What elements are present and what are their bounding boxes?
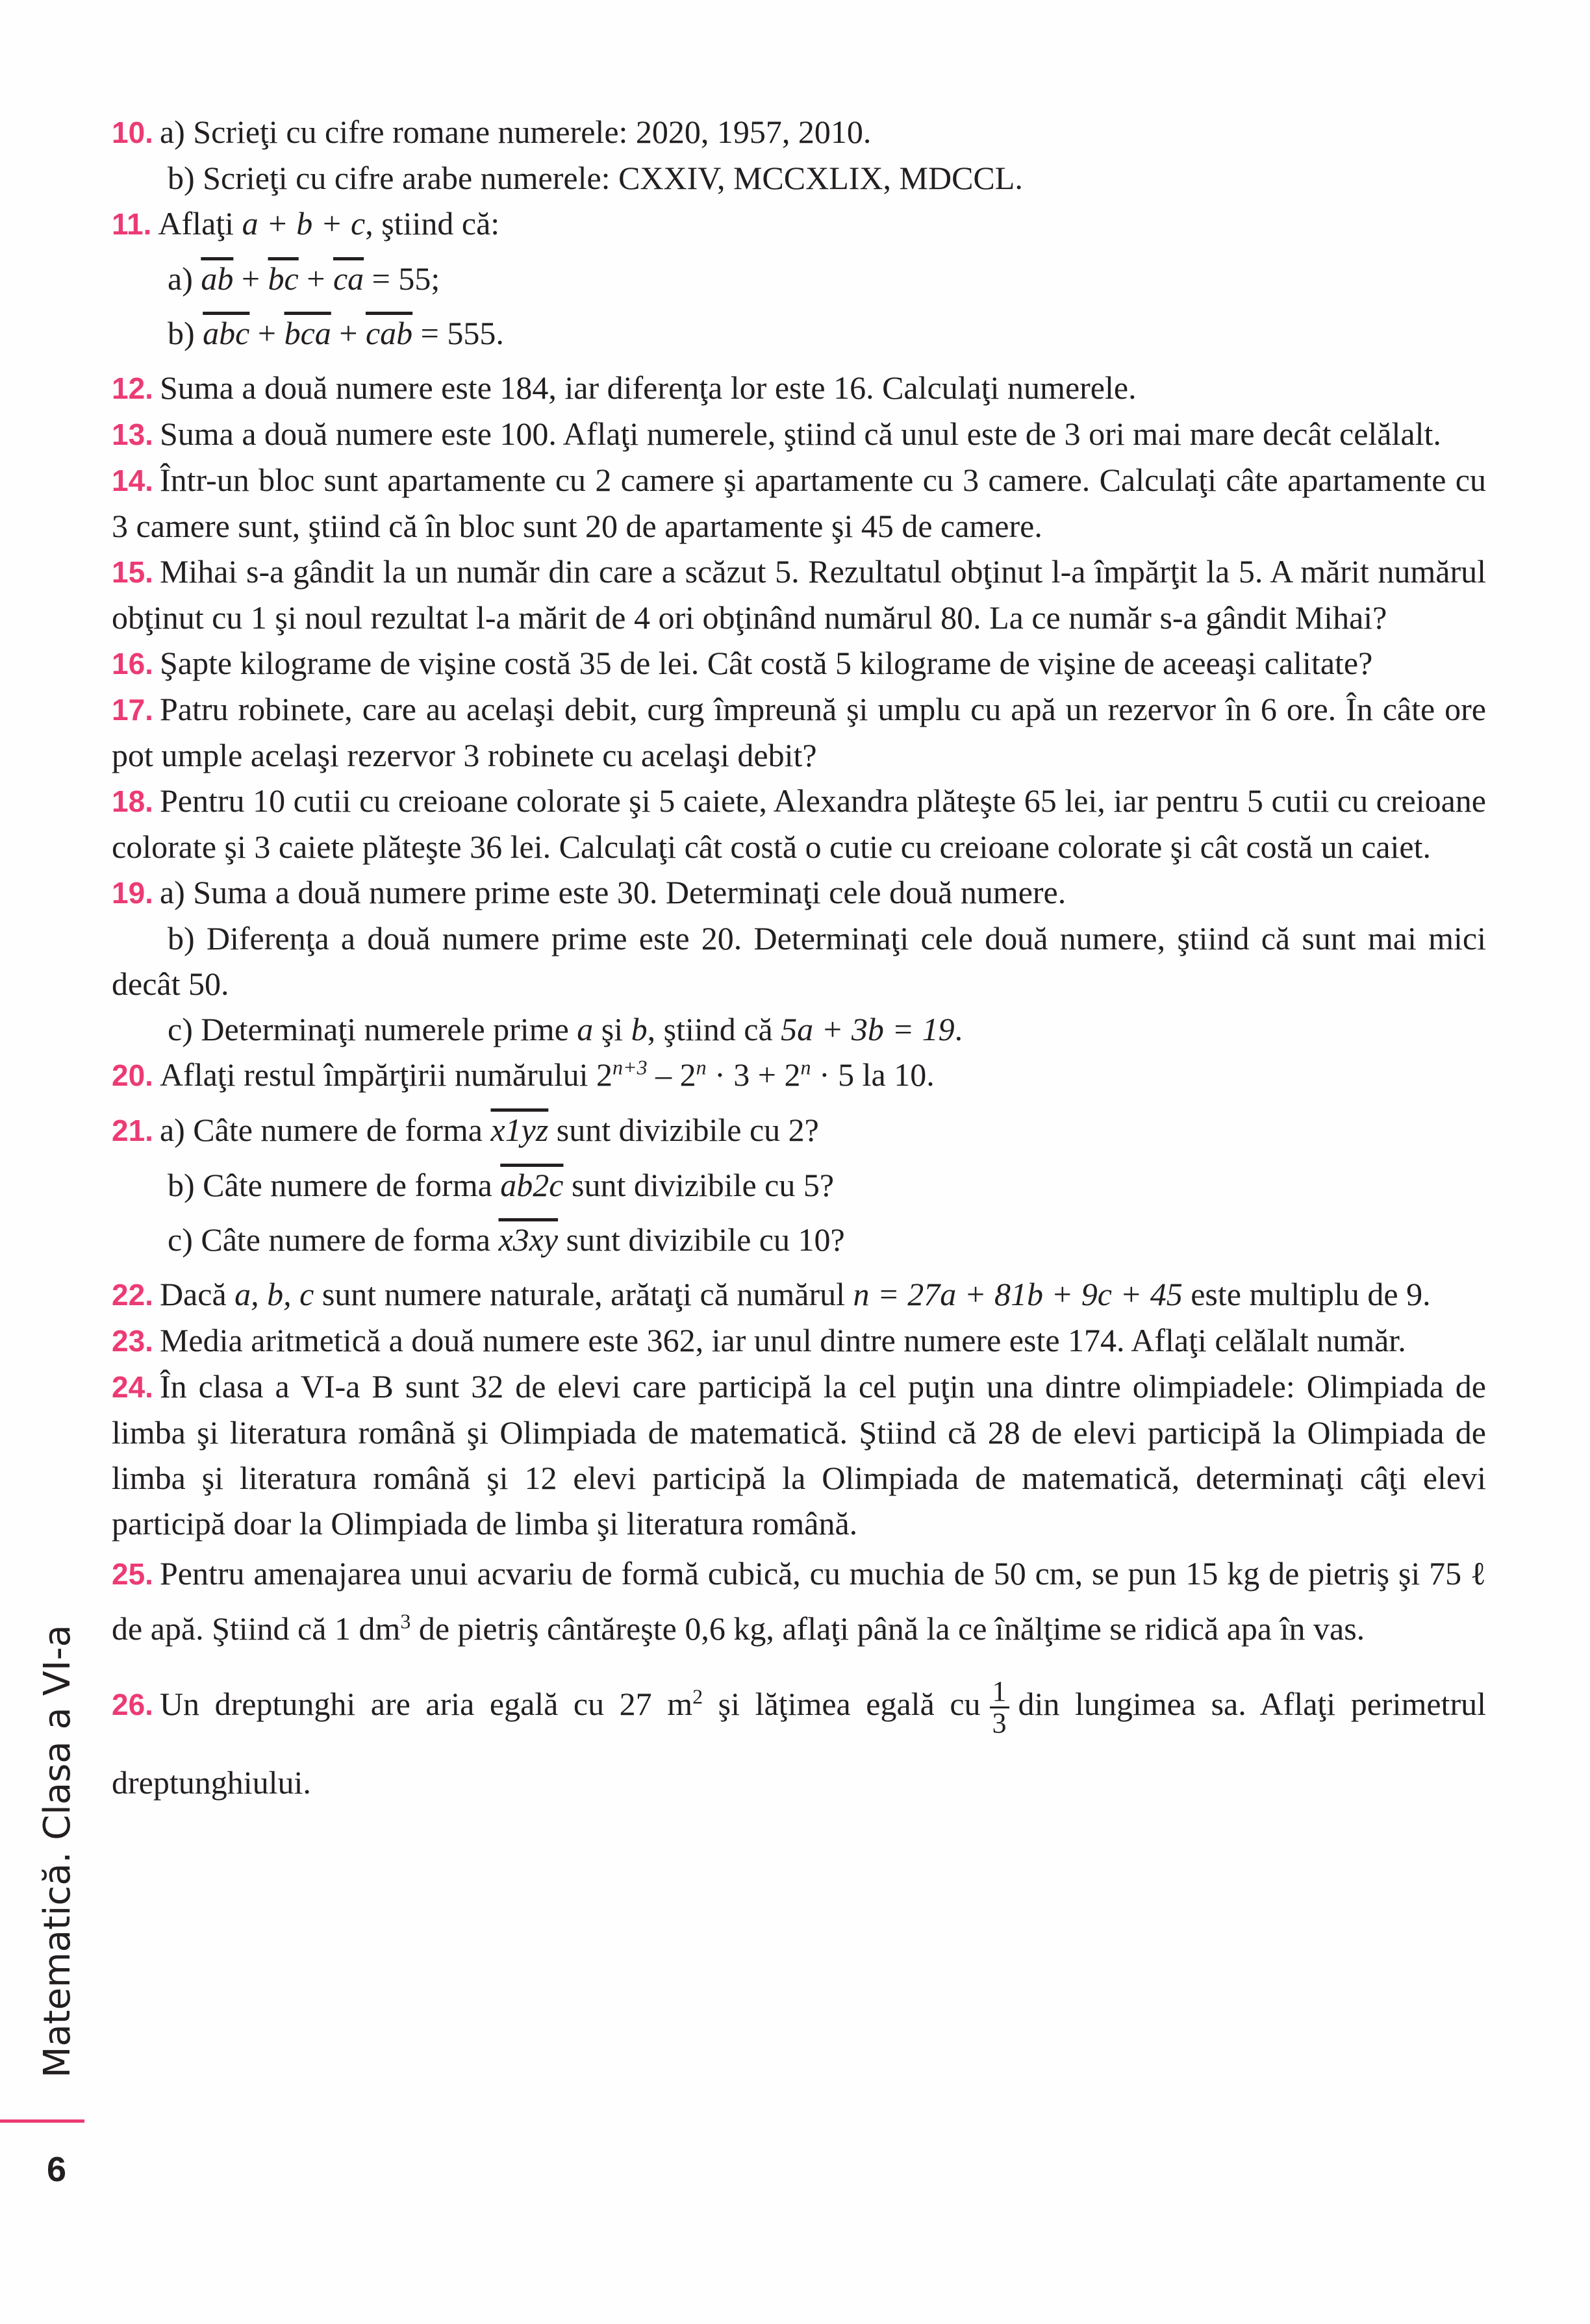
exercise-list xyxy=(112,109,1486,1821)
page-number: 6 xyxy=(47,2150,67,2189)
problem-12: 12. Suma a două numere este 184, iar diferenţa lor este 16. Calculaţi numerele. xyxy=(112,369,1137,406)
problem-20: 20. Aflaţi restul împărţirii numărului $2^{n+3} - 2^n \cdot 3 + 2^n \cdot 5$ la 10. xyxy=(112,1055,935,1093)
accent-divider xyxy=(0,2119,84,2123)
problem-26: 26. Un dreptunghi are aria egală cu 27 $m^2$ şi lăţimea egală cu $\frac{1}{3}$ din lungimea sa. Aflaţi perimetrul dreptunghiului. xyxy=(112,1675,1486,1801)
problem-13: 13. Suma a două numere este 100. Aflaţi numerele, ştiind că unul este de 3 ori mai mare decât celălalt. xyxy=(112,416,1441,452)
problem-11-b: b) $\overline{abc} + \overline{bca} + \overline{cab} = 555$. xyxy=(168,315,504,351)
problem-14: 14. Într-un bloc sunt apartamente cu 2 camere şi apartamente cu 3 camere. Calculaţi câte apartamente cu 3 camere sunt, ştiind că în bloc sunt 20 de apartamente şi 45 de camere. xyxy=(112,462,1486,544)
problem-11-a: a) $\overline{ab} + \overline{bc} + \overline{ca} = 55$; xyxy=(168,260,440,297)
problem-11: 11. Aflaţi a + b + c, ştiind că: xyxy=(112,205,500,242)
problem-18: 18. Pentru 10 cutii cu creioane colorate şi 5 caiete, Alexandra plăteşte 65 lei, iar pentru 5 cutii cu creioane colorate şi 3 caiete plăteşte 36 lei. Calculaţi cât costă o cutie cu creioane colorate şi cât costă un caiet. xyxy=(112,782,1486,865)
book-title-sidebar: Matematică. Clasa a VI-a xyxy=(36,1625,79,2078)
problem-15: 15. Mihai s-a gândit la un număr din care a scăzut 5. Rezultatul obţinut l-a împărţit la 5. A mărit numărul obţinut cu 1 şi noul rezultat l-a mărit de 4 ori obţinând numărul 80. La ce număr s-a gândit Mihai? xyxy=(112,553,1486,636)
problem-10: 10. a) Scrieţi cu cifre romane numerele: 2020, 1957, 2010. xyxy=(112,114,872,150)
problem-16: 16. Şapte kilograme de vişine costă 35 de lei. Cât costă 5 kilograme de vişine de aceeaşi calitate? xyxy=(112,645,1373,681)
problem-25: 25. Pentru amenajarea unui acvariu de formă cubică, cu muchia de 50 cm, se pun 15 kg de pietriş şi 75 ℓ de apă. Ştiind că 1 $dm^3$ de pietriş cântăreşte 0,6 kg, aflaţi până la ce înălţime se ridică apa în vas. xyxy=(112,1555,1486,1647)
problem-17: 17. Patru robinete, care au acelaşi debit, curg împreună şi umplu cu apă un rezervor în 6 ore. În câte ore pot umple acelaşi rezervor 3 robinete cu acelaşi debit? xyxy=(112,691,1486,773)
problem-21-c: c) Câte numere de forma x3xy sunt divizibile cu 10? xyxy=(168,1221,845,1258)
problem-21-a: 21. a) Câte numere de forma x1yz sunt divizibile cu 2? xyxy=(112,1112,819,1148)
fraction-one-third: $\frac{1}{3}$ xyxy=(990,1677,1009,1738)
problem-19: 19. a) Suma a două numere prime este 30. Determinaţi cele două numere. xyxy=(112,874,1066,910)
problem-19-b: b) Diferenţa a două numere prime este 20. Determinaţi cele două numere, ştiind că sunt mai mici decât 50. xyxy=(112,920,1486,1002)
problem-10-b: b) Scrieţi cu cifre arabe numerele: CXXIV, MCCXLIX, MDCCL. xyxy=(168,160,1023,196)
problem-24: 24. În clasa a VI-a B sunt 32 de elevi care participă la cel puţin una dintre olimpiadele: Olimpiada de limba şi literatura română şi Olimpiada de matematică. Ştiind că 28 de elevi participă la Olimpiada de limba şi literatura română şi 12 elevi participă la Olimpiada de matematică, determinaţi câţi elevi participă doar la Olimpiada de limba şi literatura română. xyxy=(112,1368,1486,1542)
problem-19-c: c) Determinaţi numerele prime a şi b, ştiind că 5a + 3b = 19. xyxy=(168,1011,963,1047)
problem-23: 23. Media aritmetică a două numere este 362, iar unul dintre numere este 174. Aflaţi celălalt număr. xyxy=(112,1322,1406,1358)
problem-21-b: b) Câte numere de forma ab2c sunt divizibile cu 5? xyxy=(168,1167,835,1203)
problem-22: 22. Dacă a, b, c sunt numere naturale, arătaţi că numărul n = 27a + 81b + 9c + 45 este multiplu de 9. xyxy=(112,1276,1431,1312)
